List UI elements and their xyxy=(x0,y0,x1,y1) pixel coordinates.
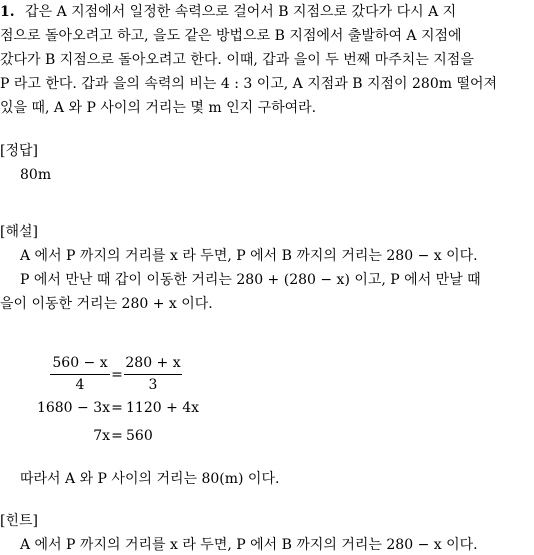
equation-2-equals: = xyxy=(111,400,123,416)
hint-label: [힌트] xyxy=(0,513,38,529)
solution-conclusion: 따라서 A 와 P 사이의 거리는 80(m) 이다. xyxy=(20,471,280,487)
equation-1-left-fraction xyxy=(50,354,110,394)
equation-3-equals: = xyxy=(111,428,123,444)
question-line-5: 있을 때, A 와 P 사이의 거리는 몇 m 인지 구하여라. xyxy=(0,100,317,116)
solution-line-2: P 에서 만난 때 갑이 이동한 거리는 280 + (280 − x) 이고, P 에서 만날 때 xyxy=(20,272,481,288)
question-line-3: 갔다가 B 지점으로 돌아오려고 한다. 이때, 갑과 을이 두 번째 마주치는 지점을 xyxy=(0,52,474,68)
hint-line: A 에서 P 까지의 거리를 x 라 두면, P 에서 B 까지의 거리는 280 − x 이다. xyxy=(20,537,478,553)
equation-3-left: 7x xyxy=(93,428,110,444)
equation-2-right: 1120 + 4x xyxy=(126,400,200,416)
solution-line-3: 을이 이동한 거리는 280 + x 이다. xyxy=(0,296,213,312)
equation-1-right-denominator: 3 xyxy=(148,377,158,393)
question-line-4: P 라고 한다. 갑과 을의 속력의 비는 4 : 3 이고, A 지점과 B 지점이 280m 떨어져 xyxy=(0,76,498,92)
equation-3-right: 560 xyxy=(126,428,153,444)
question-text-1: 갑은 A 지점에서 일정한 속력으로 걸어서 B 지점으로 갔다가 다시 A 지 xyxy=(25,4,457,20)
equation-1-right-numerator: 280 + x xyxy=(125,355,181,371)
equation-1-equals: = xyxy=(111,367,123,383)
answer-label: [정답] xyxy=(0,143,38,159)
equation-1-left-numerator: 560 − x xyxy=(52,355,108,371)
answer-value: 80m xyxy=(20,167,52,183)
equation-2-left: 1680 − 3x xyxy=(36,400,110,416)
solution-line-1: A 에서 P 까지의 거리를 x 라 두면, P 에서 B 까지의 거리는 280 − x 이다. xyxy=(20,248,478,264)
fraction-bar xyxy=(124,374,182,375)
solution-label: [해설] xyxy=(0,224,38,240)
equation-1-left-denominator: 4 xyxy=(75,377,85,393)
question-line-2: 점으로 돌아오려고 하고, 을도 같은 방법으로 B 지점에서 출발하여 A 지점에 xyxy=(0,28,462,44)
fraction-bar xyxy=(50,374,110,375)
question-number: 1. xyxy=(0,4,15,20)
question-line-1 xyxy=(0,2,456,22)
equation-1-right-fraction xyxy=(124,354,182,394)
